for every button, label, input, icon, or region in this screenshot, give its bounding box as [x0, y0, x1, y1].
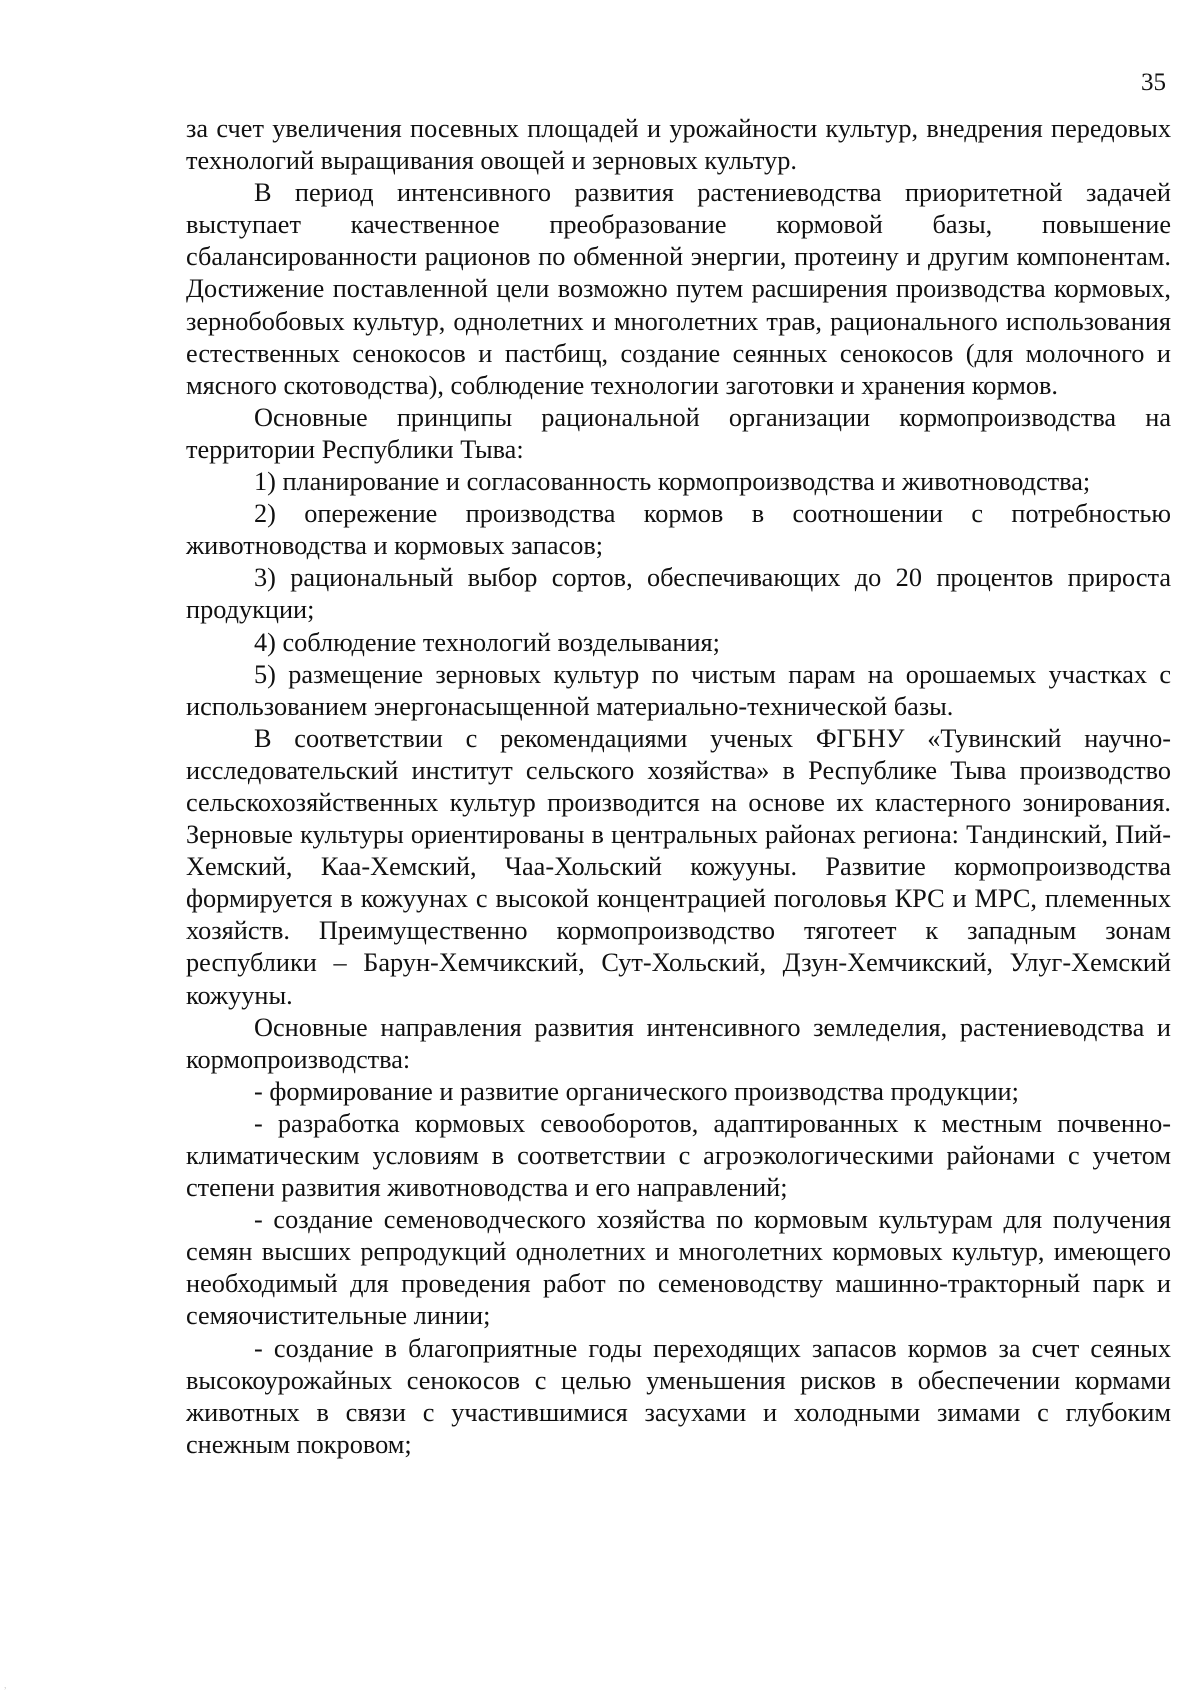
list-item-principle-2: 2) опережение производства кормов в соотношении с потребностью животноводства и кормовых запасов; — [186, 499, 1171, 561]
page-number: 35 — [1141, 69, 1166, 96]
paragraph-continuation: за счет увеличения посевных площадей и урожайности культур, внедрения передовых технологий выращивания овощей и зерновых культур. — [186, 114, 1171, 176]
list-item-principle-4: 4) соблюдение технологий возделывания; — [254, 627, 720, 657]
list-item-direction-2: - разработка кормовых севооборотов, адаптированных к местным почвенно-климатическим условиям в соответствии с агроэкологическими районами с учетом степени развития животноводства и его направлений; — [186, 1108, 1171, 1203]
paragraph-feed-base: В период интенсивного развития растениеводства приоритетной задачей выступает качественное преобразование кормовой базы, повышение сбалансированности рационов по обменной энергии, протеину и другим компонентам. Достижение поставленной цели возможно путем расширения производства кормовых, зернобобовых культур, однолетних и многолетних трав, рационального использования естественных сенокосов и пастбищ, создание сеянных сенокосов (для молочного и мясного скотоводства), соблюдение технологии заготовки и хранения кормов. — [186, 178, 1171, 400]
list-item-principle-5: 5) размещение зерновых культур по чистым парам на орошаемых участках с использованием энергонасыщенной материально-технической базы. — [186, 659, 1171, 721]
paragraph-principles-intro: Основные принципы рациональной организации кормопроизводства на территории Республики Тыва: — [186, 402, 1171, 464]
paragraph-zoning: В соответствии с рекомендациями ученых ФГБНУ «Тувинский научно-исследовательский институт сельского хозяйства» в Республике Тыва производство сельскохозяйственных культур производится на основе их кластерного зонирования. Зерновые культуры ориентированы в центральных районах региона: Тандинский, Пий-Хемский, Каа-Хемский, Чаа-Хольский кожууны. Развитие кормопроизводства формируется в кожуунах с высокой концентрацией поголовья КРС и МРС, племенных хозяйств. Преимущественно кормопроизводство тяготеет к западным зонам республики – Барун-Хемчикский, Сут-Хольский, Дзун-Хемчикский, Улуг-Хемский кожууны. — [186, 723, 1171, 1010]
scan-mark: , — [4, 1680, 7, 1691]
list-item-direction-1: - формирование и развитие органического производства продукции; — [254, 1076, 1019, 1106]
paragraph-directions-intro: Основные направления развития интенсивного земледелия, растениеводства и кормопроизводства: — [186, 1012, 1171, 1074]
list-item-principle-3: 3) рациональный выбор сортов, обеспечивающих до 20 процентов прироста продукции; — [186, 563, 1171, 625]
list-item-direction-3: - создание семеноводческого хозяйства по кормовым культурам для получения семян высших репродукций однолетних и многолетних кормовых культур, имеющего необходимый для проведения работ по семеноводству машинно-тракторный парк и семяочистительные линии; — [186, 1205, 1171, 1331]
list-item-direction-4: - создание в благоприятные годы переходящих запасов кормов за счет сеяных высокоурожайных сенокосов с целью уменьшения рисков в обеспечении кормами животных в связи с участившимися засухами и холодными зимами с глубоким снежным покровом; — [186, 1333, 1171, 1459]
body-text — [186, 113, 1171, 1461]
list-item-principle-1: 1) планирование и согласованность кормопроизводства и животноводства; — [254, 467, 1091, 497]
